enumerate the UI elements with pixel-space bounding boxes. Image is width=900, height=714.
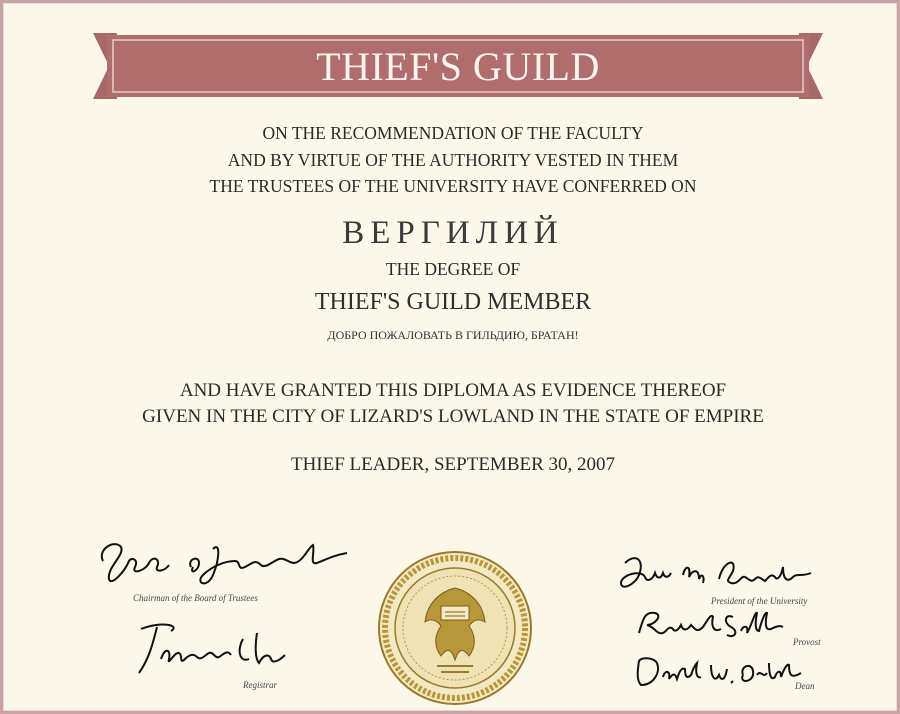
chairman-title: Chairman of the Board of Trustees xyxy=(133,593,258,603)
university-seal xyxy=(375,548,535,708)
degree-title: THIEF'S GUILD MEMBER xyxy=(314,289,592,315)
intro-line-1: ON THE RECOMMENDATION OF THE FACULTY xyxy=(262,123,644,143)
provost-title: Provost xyxy=(793,637,821,647)
registrar-signature-scribble xyxy=(131,619,301,679)
intro-line-3: THE TRUSTEES OF THE UNIVERSITY HAVE CONFERRED ON xyxy=(209,176,697,196)
president-signature-scribble xyxy=(615,549,825,599)
dean-signature-scribble xyxy=(631,649,811,695)
intro-line-2: AND BY VIRTUE OF THE AUTHORITY VESTED IN THEM xyxy=(227,150,679,170)
signature-president xyxy=(615,549,825,599)
dean-title: Dean xyxy=(795,681,815,691)
registrar-title: Registrar xyxy=(243,680,278,690)
provost-signature-scribble xyxy=(633,603,793,645)
banner-title: THIEF'S GUILD xyxy=(316,43,600,89)
date-line: THIEF LEADER, SEPTEMBER 30, 2007 xyxy=(290,454,616,475)
president-title: President of the University xyxy=(711,596,808,606)
granted-line-2: GIVEN IN THE CITY OF LIZARD'S LOWLAND IN THE STATE OF EMPIRE xyxy=(142,406,764,427)
signature-provost xyxy=(633,603,793,645)
signature-chairman xyxy=(95,531,365,591)
granted-line-1: AND HAVE GRANTED THIS DIPLOMA AS EVIDENCE THEREOF xyxy=(179,380,727,401)
recipient-name: ВЕРГИЛИЙ xyxy=(342,215,564,251)
degree-of-label: THE DEGREE OF xyxy=(385,259,521,279)
title-banner xyxy=(93,31,823,101)
chairman-signature-scribble xyxy=(95,531,365,591)
signature-dean xyxy=(631,649,811,695)
welcome-message: ДОБРО ПОЖАЛОВАТЬ В ГИЛЬДИЮ, БРАТАН! xyxy=(327,328,579,342)
signature-registrar xyxy=(131,619,301,679)
seal-emblem xyxy=(375,548,535,708)
